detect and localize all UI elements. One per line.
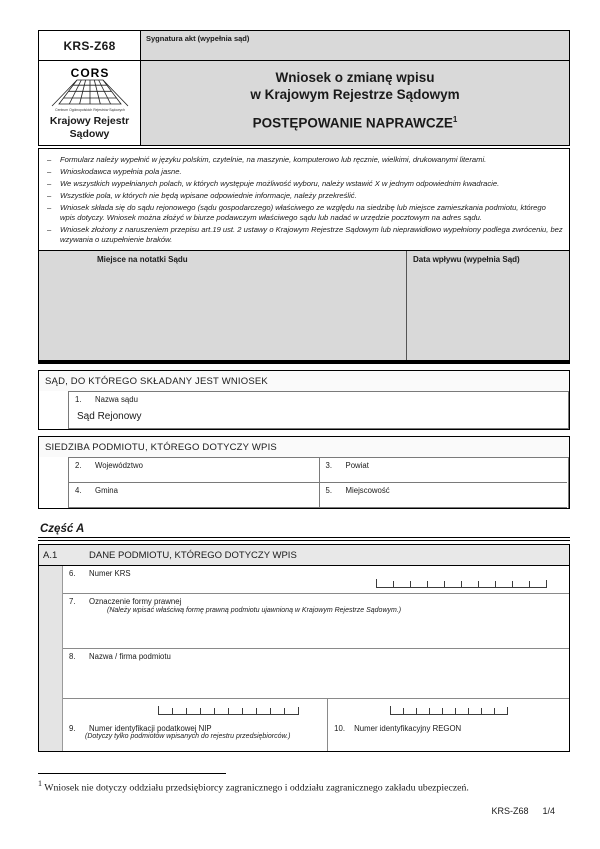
a1-title: DANE PODMIOTU, KTÓREGO DOTYCZY WPIS: [89, 550, 297, 561]
cors-logo-text: CORS: [70, 66, 109, 81]
field-wojewodztwo[interactable]: 2. Województwo: [69, 458, 319, 483]
field9-note: (Dotyczy tylko podmiotów wpisanych do rejestru przedsiębiorców.): [85, 733, 291, 740]
instruction-item: – Wniosek składa się do sądu rejonowego (sądu gospodarczego) właściwego ze względu na siedzibę lub miejsce zamieszkania podmiotu, którego wpis dotyczy. Wniosek można złożyć w biurze podawczym właściwego sądu lub nadać w urzędzie pocztowym na adres sądu.: [47, 203, 546, 223]
date-received-area: [406, 251, 569, 360]
field-nazwa-firma[interactable]: 8. Nazwa / firma podmiotu: [63, 649, 569, 699]
cors-caption: Centrum Ogólnopolskich Rejestrów Sądowych: [54, 108, 125, 113]
instructions-list: [38, 148, 570, 251]
field-miejscowosc[interactable]: 5. Miejscowość: [319, 483, 568, 508]
field-numer-krs[interactable]: 6. Numer KRS: [63, 566, 569, 594]
field-forma-prawna[interactable]: 7. Oznaczenie formy prawnej (Należy wpisać właściwą formę prawną podmiotu ujawnioną w Krajowym Rejestrze Sądowym.): [63, 594, 569, 649]
signature-field: [141, 31, 569, 60]
title-line2: w Krajowym Rejestrze Sądowym: [250, 86, 460, 102]
section-a1: [38, 544, 570, 752]
page-footer: [477, 806, 555, 816]
court-notes-label: Miejsce na notatki Sądu: [97, 255, 188, 264]
instruction-item: – Wniosek złożony z naruszeniem przepisu art.19 ust. 2 ustawy o Krajowym Rejestrze Sądowym lub nieprawidłowo wypełniony podlega zwróceniu, bez wzywania o uzupełnienie braków.: [47, 225, 563, 245]
court-notes-area: [39, 251, 406, 360]
field1-label: 1. Nazwa sądu: [75, 395, 138, 404]
title-line1: Wniosek o zmianę wpisu: [275, 70, 435, 85]
field1-value[interactable]: Sąd Rejonowy: [77, 411, 142, 422]
regon-digit-comb[interactable]: [390, 707, 508, 715]
footnote: $^1$ Wniosek nie dotyczy oddziału przedsiębiorcy zagranicznego i oddziału zagranicznego zakładu ubezpieczeń.: [38, 779, 469, 794]
part-a-heading: Część A: [38, 523, 570, 541]
signature-label: Sygnatura akt (wypełnia sąd): [146, 34, 250, 43]
date-received-label: Data wpływu (wypełnia Sąd): [413, 255, 520, 264]
instruction-item: – Formularz należy wypełnić w języku polskim, czytelnie, na maszynie, komputerowo lub ręcznie, wielkimi, drukowanymi literami.: [47, 155, 487, 165]
footnote-rule: [38, 773, 226, 774]
siedziba-section-header: SIEDZIBA PODMIOTU, KTÓREGO DOTYCZY WPIS: [39, 437, 569, 457]
logo-name: Krajowy Rejestr Sądowy: [49, 115, 130, 140]
form-code: KRS-Z68: [39, 31, 141, 60]
instruction-item: – We wszystkich wypełnianych polach, w których występuje możliwość wyboru, należy wstawić X w jednym odpowiednim kwadracie.: [47, 179, 500, 189]
a1-number: A.1: [43, 550, 58, 561]
a1-header: [39, 545, 569, 566]
instruction-item: – Wnioskodawca wypełnia pola jasne.: [47, 167, 182, 177]
title-line3: POSTĘPOWANIE NAPRAWCZE$^1$: [252, 114, 458, 131]
a1-gutter: [39, 566, 63, 751]
instruction-item: – Wszystkie pola, w których nie będą wpisane odpowiednie informacje, należy przekreślić.: [47, 191, 357, 201]
form-header: [38, 30, 570, 146]
field7-note: (Należy wpisać właściwą formę prawną podmiotu ujawnioną w Krajowym Rejestrze Sądowym.): [107, 607, 402, 614]
court-section: [38, 370, 570, 430]
footnote-ref: 1: [452, 114, 458, 124]
field-gmina[interactable]: 4. Gmina: [69, 483, 319, 508]
nip-digit-comb[interactable]: [158, 707, 299, 715]
field-court-name[interactable]: [68, 391, 569, 429]
siedziba-grid: [68, 457, 569, 508]
field-powiat[interactable]: 3. Powiat: [319, 458, 568, 483]
footer-form-code: KRS-Z68: [491, 806, 529, 816]
court-section-header: SĄD, DO KTÓREGO SKŁADANY JEST WNIOSEK: [39, 371, 569, 391]
field-nip[interactable]: 9. Numer identyfikacji podatkowej NIP (Dotyczy tylko podmiotów wpisanych do rejestru przedsiębiorców.): [63, 699, 328, 751]
court-notes-box: [38, 251, 570, 364]
siedziba-section: [38, 436, 570, 509]
cors-grid-icon: [47, 66, 133, 114]
field-regon[interactable]: 10. Numer identyfikacyjny REGON: [328, 699, 569, 751]
form-title: [141, 61, 569, 145]
krs-digit-comb[interactable]: [376, 580, 547, 588]
cors-logo: [39, 61, 141, 145]
page-number: 1/4: [542, 806, 555, 816]
